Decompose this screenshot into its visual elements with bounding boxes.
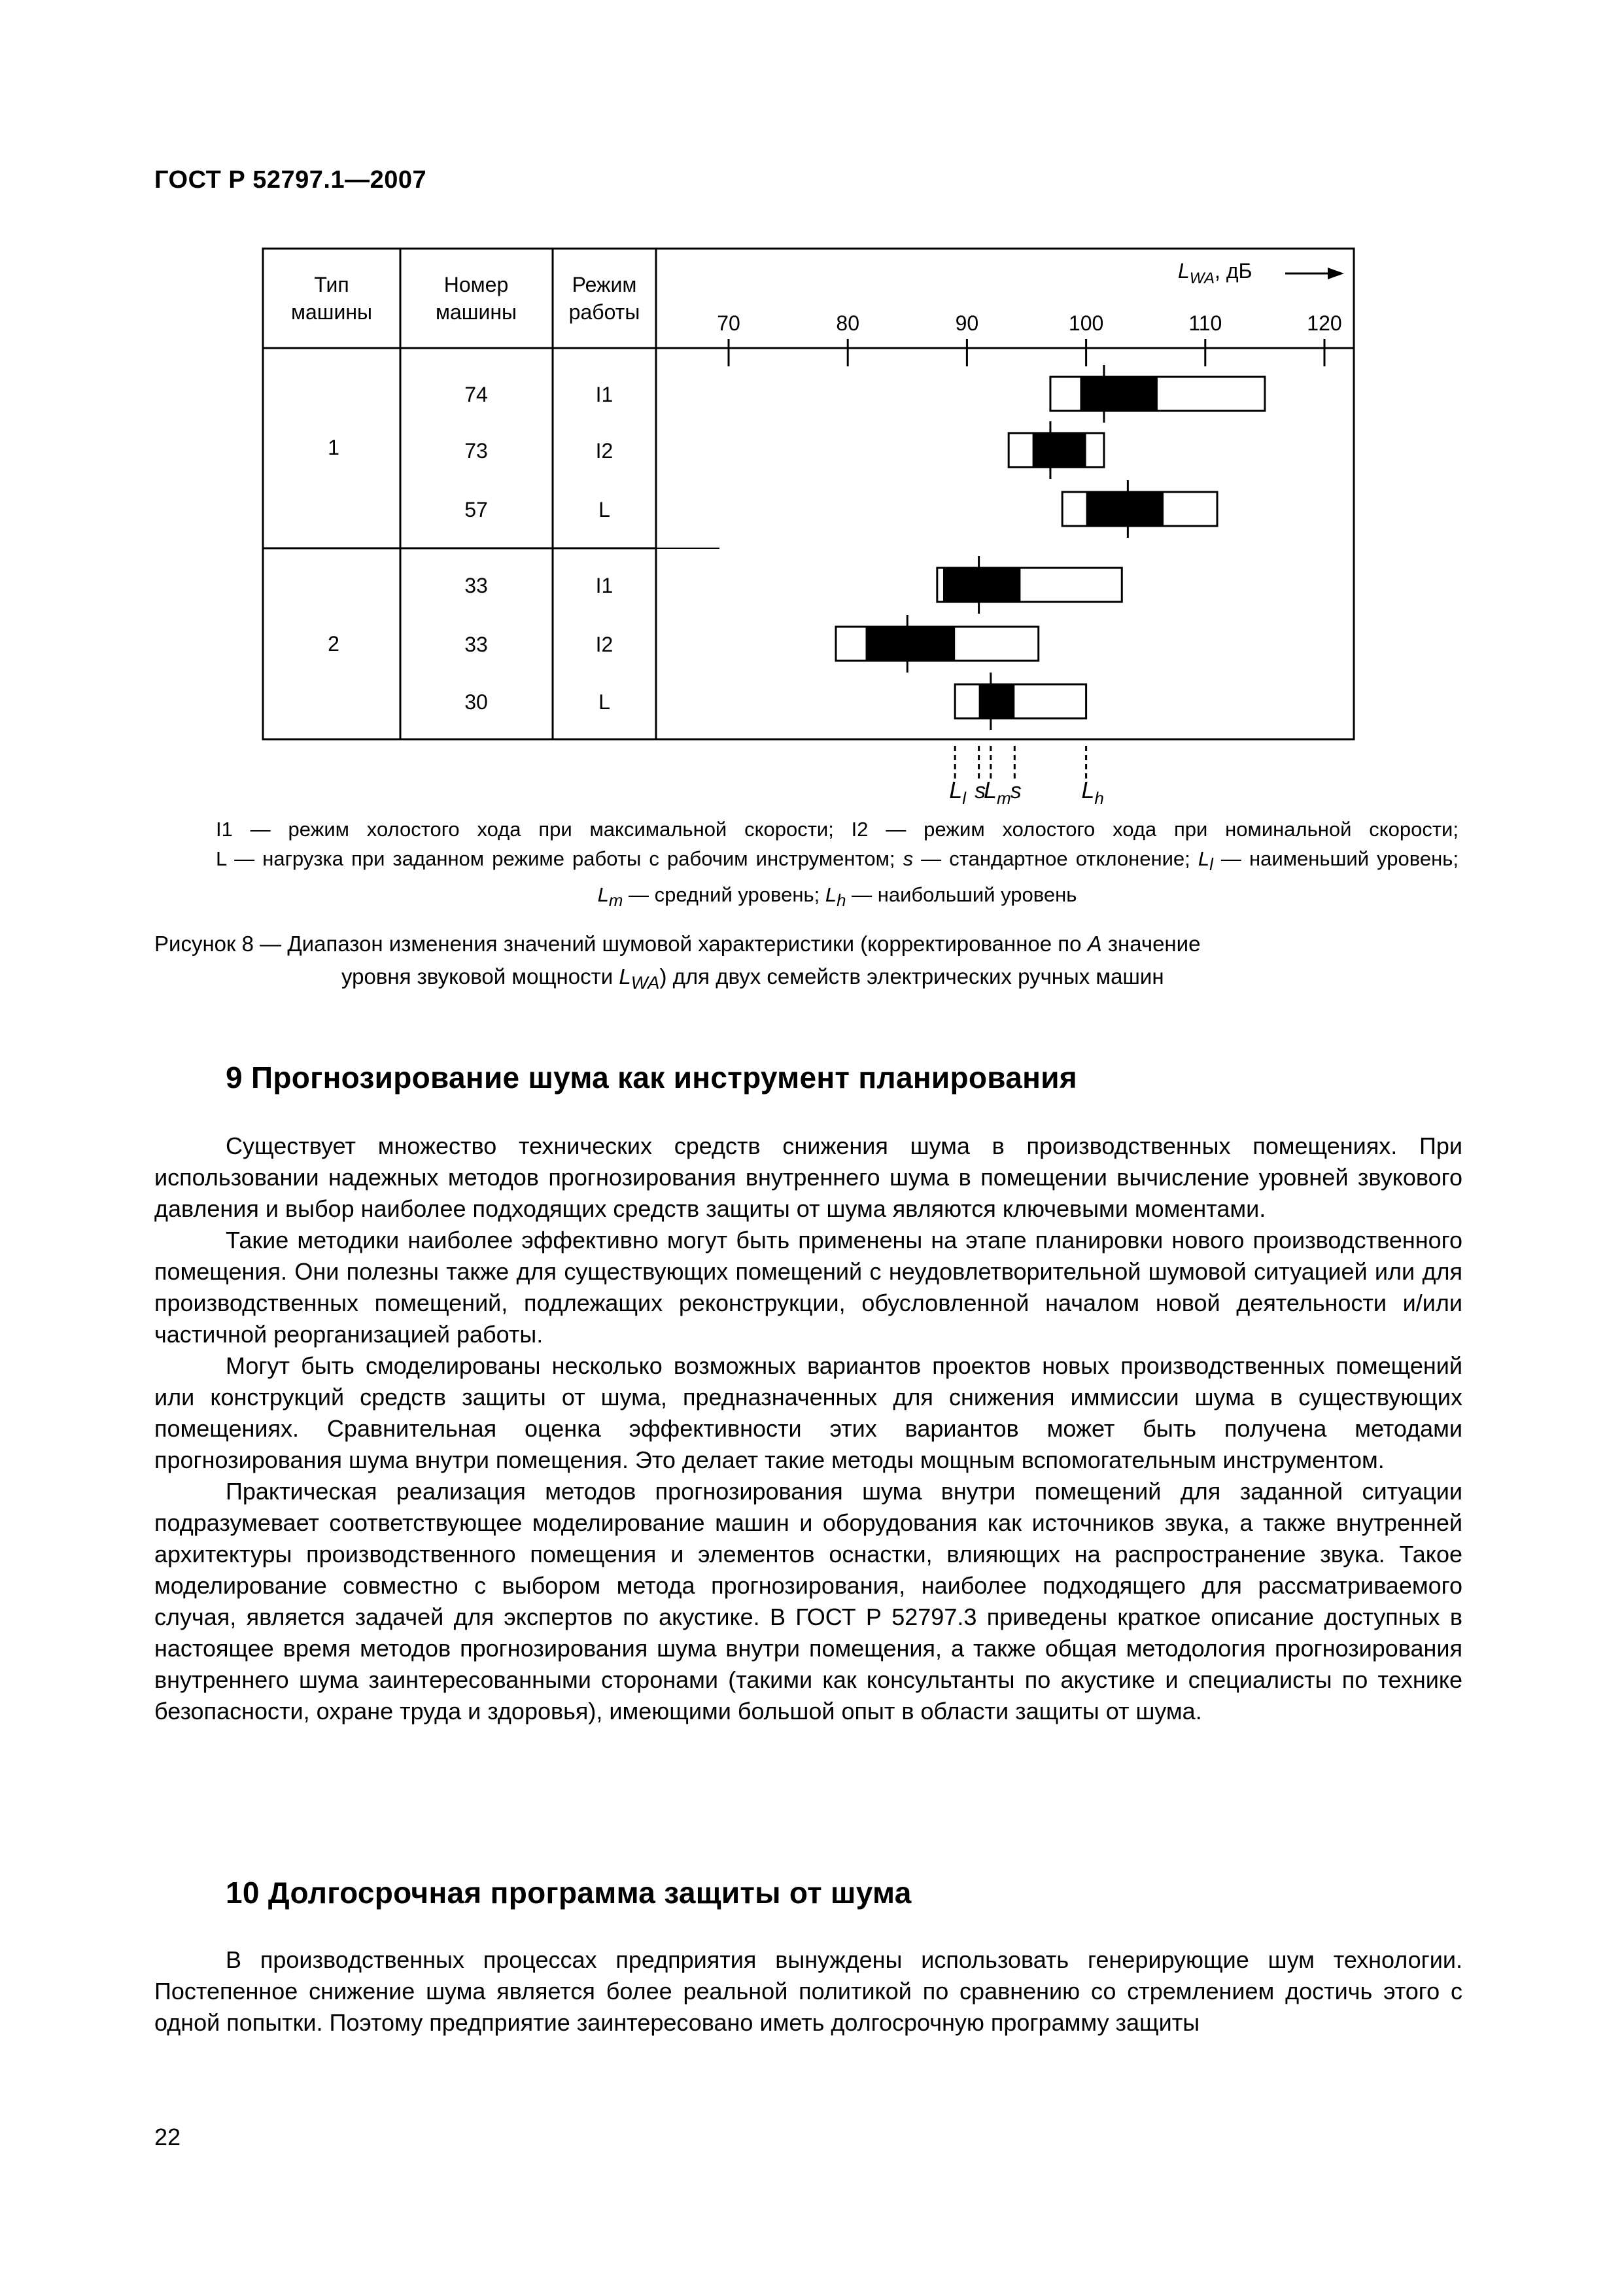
figure-8 <box>0 0 1624 850</box>
axis-arrow-head <box>1328 268 1344 279</box>
row-number-1: 74 <box>464 383 488 406</box>
group-label-2: 2 <box>328 632 339 656</box>
section-10-paragraph-1: В производственных процессах предприятия вынуждены использовать генерирующие шум технологии. Постепенное снижение шума является более реальной политикой по сравнению со стремлением достичь этого с одной попытки. Поэтому предприятие заинтересовано иметь долгосрочную программу защиты <box>154 1946 1462 2036</box>
label-s-high: s <box>1010 779 1022 803</box>
group-label-1: 1 <box>328 436 339 459</box>
axis-tick-label-70: 70 <box>717 311 740 335</box>
std-band-1 <box>1080 377 1157 411</box>
std-band-5 <box>866 627 956 661</box>
header-number-line1: Номер <box>443 273 509 296</box>
section-9-paragraph-1: Существует множество технических средств снижения шума в производственных помещениях. При использовании надежных методов прогнозирования внутреннего шума в помещении вычисление уровней звукового давления и выбор наиболее подходящих средств защиты от шума являются ключевыми моментами. <box>154 1132 1462 1222</box>
header-mode-line2: работы <box>568 300 640 324</box>
caption-line-1: Рисунок 8 — Диапазон изменения значений шумовой характеристики (корректированное по A значение <box>154 932 1201 956</box>
header-type-line1: Тип <box>314 273 349 296</box>
std-band-4 <box>943 568 1020 602</box>
axis-tick-label-100: 100 <box>1068 311 1104 335</box>
row-mode-5: I2 <box>595 633 613 656</box>
row-number-3: 57 <box>464 498 488 521</box>
header-type-line2: машины <box>290 300 373 324</box>
axis-tick-label-110: 110 <box>1188 311 1222 335</box>
legend-line-3: $L_m$ — средний уровень; $L_h$ — наибольший уровень <box>597 883 1077 911</box>
header-mode-line1: Режим <box>572 273 637 296</box>
section-9-paragraph-2: Такие методики наиболее эффективно могут быть применены на этапе планировки нового производственного помещения. Они полезны также для существующих помещений с неудовлетворительной шумовой ситуацией или для производственных помещений, подлежащих реконструкции, обусловленной началом новой деятельности и/или частичной реорганизацией работы. <box>154 1227 1462 1348</box>
section-9-paragraph-3: Могут быть смоделированы несколько возможных вариантов проектов новых производственных помещений или конструкций средств защиты от шума, предназначенных для снижения иммиссии шума в существующих помещениях. Сравнительная оценка эффективности этих вариантов может быть получена методами прогнозирования шума внутри помещения. Это делает такие методы мощным вспомогательным инструментом. <box>154 1352 1462 1473</box>
header-number-line2: машины <box>435 300 517 324</box>
document-header: ГОСТ Р 52797.1—2007 <box>154 166 427 194</box>
row-mode-3: L <box>598 498 610 521</box>
section-10-title: 10 Долгосрочная программа защиты от шума <box>226 1876 912 1910</box>
range-box-6 <box>955 684 1086 718</box>
legend-line-2: L — нагрузка при заданном режиме работы с рабочим инструментом; s — стандартное отклонение; $L_l$ — наименьший уровень; <box>216 847 1459 875</box>
figure-chart <box>0 0 1624 850</box>
row-number-6: 30 <box>464 690 488 714</box>
section-9-title: 9 Прогнозирование шума как инструмент планирования <box>226 1060 1077 1095</box>
section-9-paragraph-4: Практическая реализация методов прогнозирования шума внутри помещений для заданной ситуации подразумевает соответствующее моделирование машин и оборудования как источников звука, а также внутренней архитектуры производственного помещения и элементов оснастки, влияющих на распространение звука. Такое моделирование совместно с выбором метода прогнозирования, наиболее подходящего для рассматриваемого случая, является задачей для экспертов по акустике. В ГОСТ Р 52797.3 приведены краткое описание доступных в настоящее время методов прогнозирования шума внутри помещения, а также общая методология прогнозирования внутреннего шума заинтересованными сторонами (такими как консультанты по акустике и специалисты по технике безопасности, охране труда и здоровья), имеющими большой опыт в области защиты от шума. <box>154 1478 1462 1725</box>
axis-tick-label-120: 120 <box>1307 311 1342 335</box>
row-mode-1: I1 <box>595 383 613 406</box>
row-number-4: 33 <box>464 574 488 597</box>
caption-line-2: уровня звуковой мощности $L_{WA}$) для двух семейств электрических ручных машин <box>341 964 1164 993</box>
std-band-2 <box>1033 433 1086 467</box>
legend-line-1: I1 — режим холостого хода при максимальной скорости; I2 — режим холостого хода при номинальной скорости; <box>216 818 1459 841</box>
axis-label: $L_{WA}$, дБ <box>1178 259 1253 287</box>
label-Lm: $L_m$ <box>983 777 1011 808</box>
figure-caption <box>154 928 1397 1000</box>
label-s-low: s <box>975 779 986 803</box>
row-number-2: 73 <box>464 439 488 463</box>
figure-legend <box>216 815 1459 916</box>
section-9-body <box>154 1130 1462 1727</box>
row-mode-6: L <box>598 690 610 714</box>
std-band-6 <box>979 684 1015 718</box>
row-number-5: 33 <box>464 633 488 656</box>
section-10-body <box>154 1944 1462 2039</box>
page-number: 22 <box>154 2124 181 2150</box>
label-Lh: $L_h$ <box>1081 777 1104 808</box>
std-band-3 <box>1086 492 1164 526</box>
axis-tick-label-80: 80 <box>836 311 859 335</box>
label-Ll: $L_l$ <box>949 777 967 808</box>
axis-tick-label-90: 90 <box>955 311 979 335</box>
row-mode-4: I1 <box>595 574 613 597</box>
row-mode-2: I2 <box>595 439 613 463</box>
